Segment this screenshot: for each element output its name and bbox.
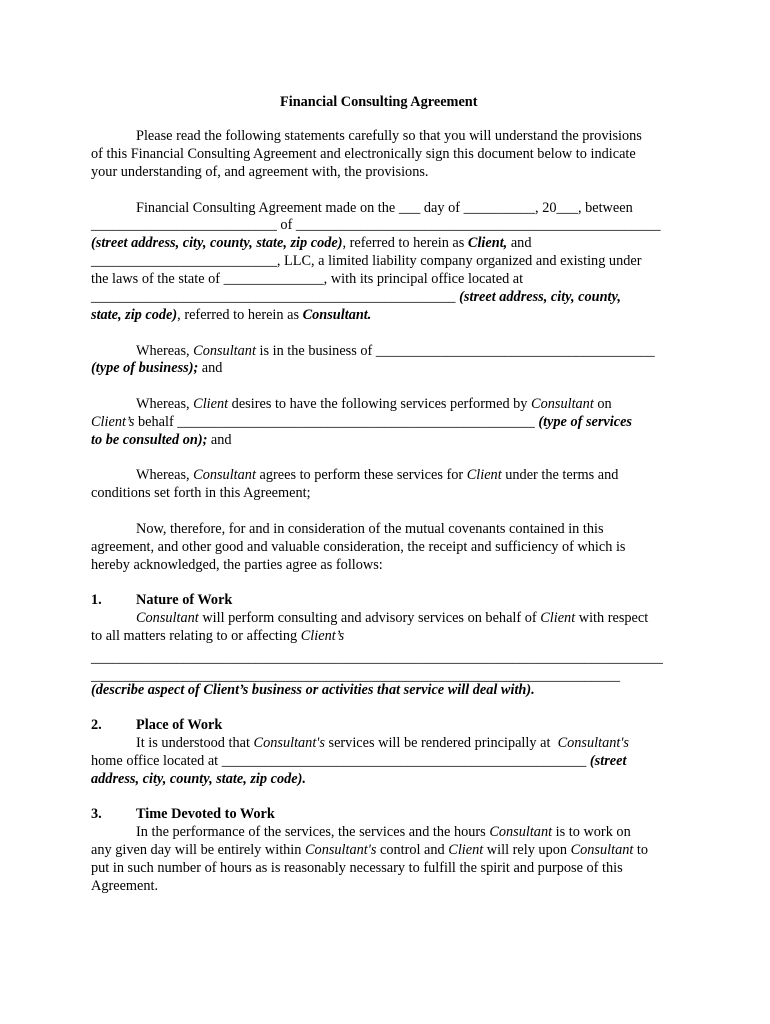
whereas-2-line-3: to be consulted on); and (91, 432, 232, 448)
whereas-1-line-1: Whereas, Consultant is in the business of _______________________________________ (136, 343, 655, 359)
whereas-3-line-2: conditions set forth in this Agreement; (91, 485, 311, 501)
section-3-line-3: put in such number of hours as is reasonably necessary to fulfill the spirit and purpose of this (91, 860, 623, 876)
section-1-blank-line-1: ________________________________________________________________________________ (91, 650, 663, 666)
made-line-6: ___________________________________________________ (street address, city, county, (91, 289, 621, 305)
section-3-line-1: In the performance of the services, the services and the hours Consultant is to work on (136, 824, 631, 840)
client-address-blank: ___________________________________________________ (295, 217, 661, 233)
section-3-number: 3. (91, 806, 102, 822)
section-2-number: 2. (91, 717, 102, 733)
section-1-heading: Nature of Work (136, 592, 233, 608)
now-line-2: agreement, and other good and valuable consideration, the receipt and sufficiency of which is (91, 539, 626, 555)
whereas-3-line-1: Whereas, Consultant agrees to perform these services for Client under the terms and (136, 467, 619, 483)
section-3-line-4: Agreement. (91, 878, 159, 894)
intro-line-1: Please read the following statements carefully so that you will understand the provisions (136, 128, 642, 144)
section-1-note: (describe aspect of Client’s business or activities that service will deal with). (91, 682, 535, 698)
section-2-heading: Place of Work (136, 717, 223, 733)
intro-line-3: your understanding of, and agreement with, the provisions. (91, 164, 429, 180)
now-line-1: Now, therefore, for and in consideration of the mutual covenants contained in this (136, 521, 604, 537)
section-2-line-3: address, city, county, state, zip code). (91, 771, 306, 787)
made-line-4: __________________________, LLC, a limited liability company organized and existing under (91, 253, 642, 269)
section-1-line-2: to all matters relating to or affecting Client’s (91, 628, 345, 644)
section-2-line-1: It is understood that Consultant's services will be rendered principally at Consultant's (136, 735, 629, 751)
whereas-1-line-2: (type of business); and (91, 360, 223, 376)
document-title: Financial Consulting Agreement (280, 94, 478, 110)
client-name-blank: __________________________ of (91, 217, 296, 233)
made-line-2 (91, 216, 770, 234)
made-line-5: the laws of the state of ______________, with its principal office located at (91, 271, 524, 287)
intro-line-2: of this Financial Consulting Agreement and electronically sign this document below to indicate (91, 146, 636, 162)
section-1-number: 1. (91, 592, 102, 608)
section-3-heading: Time Devoted to Work (136, 806, 275, 822)
made-line-1: Financial Consulting Agreement made on the ___ day of __________, 20___, between (136, 200, 633, 216)
section-3-line-2: any given day will be entirely within Consultant's control and Client will rely upon Consultant to (91, 842, 649, 858)
whereas-2-line-1: Whereas, Client desires to have the following services performed by Consultant on (136, 396, 612, 412)
made-line-7: state, zip code), referred to herein as Consultant. (91, 307, 372, 323)
whereas-2-line-2: Client’s behalf __________________________________________________ (type of services (91, 414, 632, 430)
now-line-3: hereby acknowledged, the parties agree as follows: (91, 557, 383, 573)
section-2-line-2: home office located at ___________________________________________________ (street (91, 753, 627, 769)
made-line-3: (street address, city, county, state, zip code), referred to herein as Client, and (91, 235, 532, 251)
section-1-line-1: Consultant will perform consulting and advisory services on behalf of Client with respect (136, 610, 649, 626)
section-1-blank-line-2: __________________________________________________________________________ (91, 668, 620, 684)
